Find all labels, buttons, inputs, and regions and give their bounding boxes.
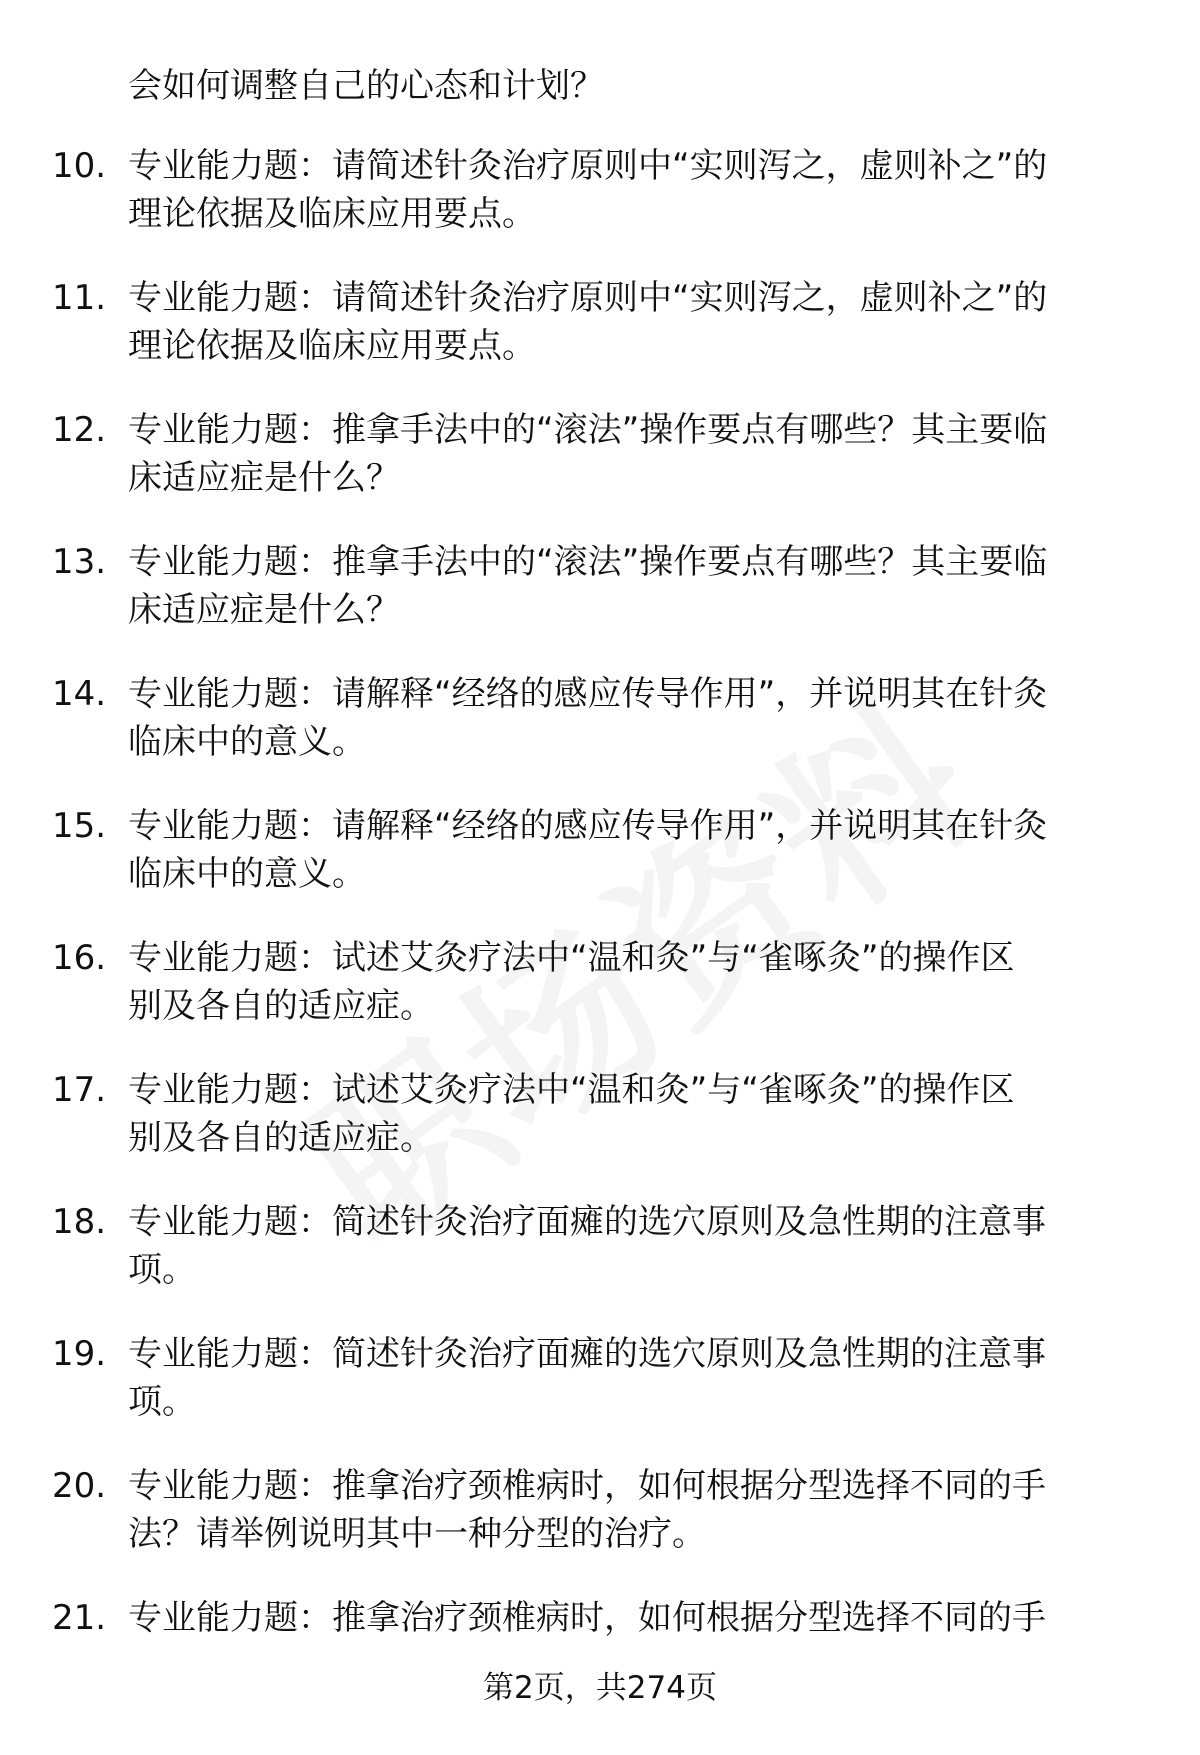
continued-question-text: 会如何调整自己的心态和计划？ bbox=[128, 66, 604, 106]
question-line: 临床中的意义。 bbox=[128, 854, 366, 894]
question-item bbox=[0, 670, 1200, 802]
question-item bbox=[0, 1198, 1200, 1330]
question-line: 专业能力题：试述艾灸疗法中“温和灸”与“雀啄灸”的操作区 bbox=[128, 938, 1015, 978]
question-line: 床适应症是什么？ bbox=[128, 458, 400, 498]
question-line: 项。 bbox=[128, 1382, 196, 1422]
question-number: 12. bbox=[52, 410, 107, 450]
question-line: 专业能力题：试述艾灸疗法中“温和灸”与“雀啄灸”的操作区 bbox=[128, 1070, 1015, 1110]
question-text bbox=[128, 1462, 1143, 1558]
page-footer: 第2页，共274页 bbox=[483, 1670, 717, 1706]
question-text bbox=[128, 406, 1143, 502]
question-line: 专业能力题：推拿治疗颈椎病时，如何根据分型选择不同的手 bbox=[128, 1466, 1046, 1506]
question-text bbox=[128, 670, 1143, 766]
question-item bbox=[0, 1462, 1200, 1594]
question-text bbox=[128, 1330, 1143, 1426]
question-line: 理论依据及临床应用要点。 bbox=[128, 194, 536, 234]
question-line: 床适应症是什么？ bbox=[128, 590, 400, 630]
question-item bbox=[0, 1330, 1200, 1462]
question-item bbox=[0, 274, 1200, 406]
question-number: 11. bbox=[52, 278, 107, 318]
question-line: 专业能力题：请解释“经络的感应传导作用”，并说明其在针灸 bbox=[128, 806, 1048, 846]
question-text bbox=[128, 538, 1143, 634]
question-item bbox=[0, 538, 1200, 670]
question-item bbox=[0, 802, 1200, 934]
question-line: 理论依据及临床应用要点。 bbox=[128, 326, 536, 366]
question-line: 临床中的意义。 bbox=[128, 722, 366, 762]
question-line: 法？请举例说明其中一种分型的治疗。 bbox=[128, 1514, 706, 1554]
question-line: 专业能力题：请解释“经络的感应传导作用”，并说明其在针灸 bbox=[128, 674, 1048, 714]
question-number: 20. bbox=[52, 1466, 107, 1506]
question-line: 专业能力题：请简述针灸治疗原则中“实则泻之，虚则补之”的 bbox=[128, 146, 1048, 186]
question-text bbox=[128, 1594, 1143, 1642]
question-text bbox=[128, 934, 1143, 1030]
question-list bbox=[0, 142, 1200, 1726]
question-item bbox=[0, 934, 1200, 1066]
question-number: 10. bbox=[52, 146, 107, 186]
question-line: 专业能力题：推拿手法中的“滚法”操作要点有哪些？其主要临 bbox=[128, 410, 1048, 450]
question-line: 项。 bbox=[128, 1250, 196, 1290]
question-line: 别及各自的适应症。 bbox=[128, 1118, 434, 1158]
question-line: 别及各自的适应症。 bbox=[128, 986, 434, 1026]
question-line: 专业能力题：请简述针灸治疗原则中“实则泻之，虚则补之”的 bbox=[128, 278, 1048, 318]
question-line: 专业能力题：推拿手法中的“滚法”操作要点有哪些？其主要临 bbox=[128, 542, 1048, 582]
question-number: 14. bbox=[52, 674, 107, 714]
question-line: 专业能力题：简述针灸治疗面瘫的选穴原则及急性期的注意事 bbox=[128, 1334, 1046, 1374]
question-number: 18. bbox=[52, 1202, 107, 1242]
question-text bbox=[128, 1066, 1143, 1162]
question-item bbox=[0, 1066, 1200, 1198]
question-number: 16. bbox=[52, 938, 107, 978]
question-number: 19. bbox=[52, 1334, 107, 1374]
question-number: 17. bbox=[52, 1070, 107, 1110]
question-item bbox=[0, 406, 1200, 538]
question-line: 专业能力题：推拿治疗颈椎病时，如何根据分型选择不同的手 bbox=[128, 1598, 1046, 1638]
question-number: 21. bbox=[52, 1598, 107, 1638]
question-number: 15. bbox=[52, 806, 107, 846]
question-text bbox=[128, 142, 1143, 238]
question-line: 专业能力题：简述针灸治疗面瘫的选穴原则及急性期的注意事 bbox=[128, 1202, 1046, 1242]
question-text bbox=[128, 1198, 1143, 1294]
question-text bbox=[128, 802, 1143, 898]
question-text bbox=[128, 274, 1143, 370]
question-number: 13. bbox=[52, 542, 107, 582]
question-item bbox=[0, 142, 1200, 274]
